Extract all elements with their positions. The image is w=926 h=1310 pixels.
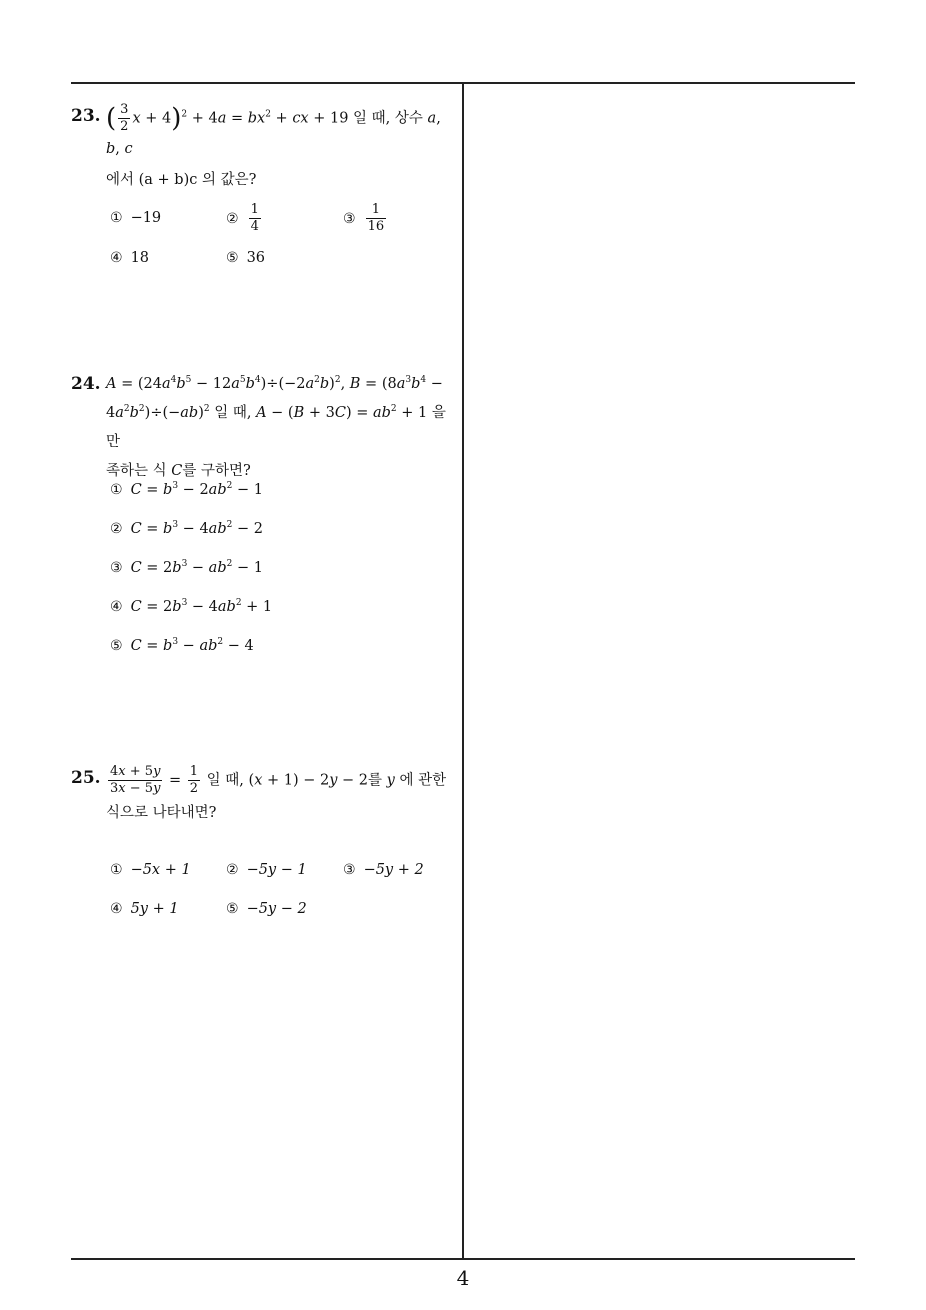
question-number: 23. xyxy=(71,106,101,126)
choice-1[interactable]: ① $C = b^3 - 2ab^2 - 1$ xyxy=(110,481,263,498)
choice-1[interactable]: ① −19 xyxy=(110,210,162,226)
choice-1[interactable]: ① −5x + 1 xyxy=(110,862,191,878)
question-24 xyxy=(71,370,456,399)
page-number: 4 xyxy=(456,1266,470,1290)
choice-2[interactable]: ② $C = b^3 - 4ab^2 - 2$ xyxy=(110,520,263,537)
question-text: $\frac{4x + 5y}{3x - 5y}$ = $\frac{1}{2}$ 일 때, (x + 1) − 2y − 2를 y 에 관한 xyxy=(110,764,447,796)
question-23 xyxy=(71,102,456,195)
question-text-line2: $4a^2b^2)\div(-ab)^2$ 일 때, $A - (B + 3C) = ab^2 + 1$ 을 만 xyxy=(106,404,446,450)
choice-5[interactable]: ⑤ −5y − 2 xyxy=(226,901,307,917)
choice-3[interactable]: ③ −5y + 2 xyxy=(343,862,424,878)
question-number: 25. xyxy=(71,768,101,788)
choice-3[interactable]: ③ $C = 2b^3 - ab^2 - 1$ xyxy=(110,559,263,576)
choice-4[interactable]: ④ $C = 2b^3 - 4ab^2 + 1$ xyxy=(110,598,273,615)
question-text-line2: 에서 (a + b)c 의 값은? xyxy=(106,172,257,188)
question-text: ( $\frac{3}{2}$ $x + 4)^2 + 4a = bx^2$ + cx + 19 일 때, 상수 a, b, c xyxy=(106,102,441,157)
choice-3[interactable]: ③ $\frac{1}{16}$ xyxy=(343,202,385,234)
question-number: 24. xyxy=(71,374,101,394)
choice-4[interactable]: ④ 18 xyxy=(110,250,150,266)
question-24-cont xyxy=(71,399,456,486)
column-divider xyxy=(462,82,464,1259)
question-text: $A = (24a^4b^5 - 12a^5b^4)\div(-2a^2b)^2$, $B = (8a^3b^4$ − xyxy=(106,375,443,392)
choice-2[interactable]: ② −5y − 1 xyxy=(226,862,307,878)
choice-4[interactable]: ④ 5y + 1 xyxy=(110,901,179,917)
choice-5[interactable]: ⑤ $C = b^3 - ab^2 - 4$ xyxy=(110,637,254,654)
choice-5[interactable]: ⑤ 36 xyxy=(226,250,266,266)
choice-2[interactable]: ② $\frac{1}{4}$ xyxy=(226,202,259,234)
question-text-line3: 족하는 식 C를 구하면? xyxy=(106,463,251,479)
bottom-rule xyxy=(71,1258,855,1260)
question-text-line2: 식으로 나타내면? xyxy=(106,805,217,821)
question-25 xyxy=(71,764,456,828)
